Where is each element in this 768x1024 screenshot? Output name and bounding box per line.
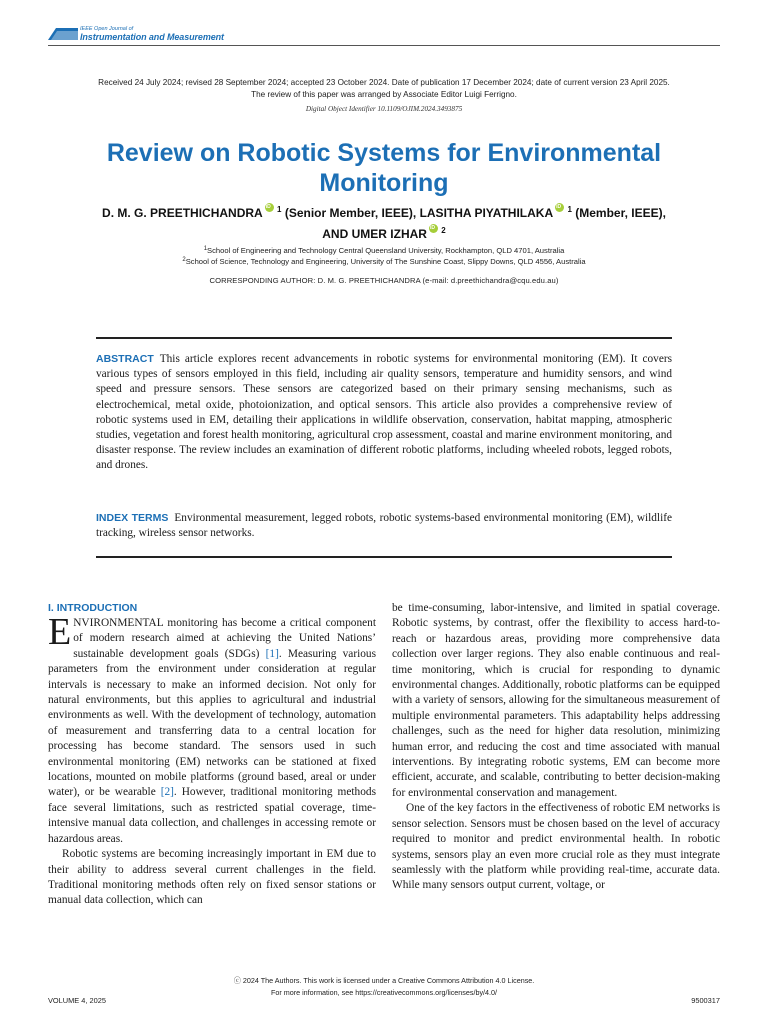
- right-column: [392, 601, 720, 894]
- cc-icon: ⓒ: [233, 976, 241, 985]
- abstract-bottom-rule: [96, 556, 672, 558]
- left-column: [48, 601, 376, 909]
- abstract-label: ABSTRACT: [96, 353, 154, 365]
- license-notice: [0, 976, 768, 986]
- doi: Digital Object Identifier 10.1109/OJIM.2024.3493875: [305, 105, 463, 113]
- volume-info: VOLUME 4, 2025: [48, 996, 106, 1005]
- author-name: D. M. G. PREETHICHANDRA: [102, 206, 263, 220]
- affiliation: [0, 257, 768, 266]
- paragraph-text: . However, traditional monitoring methods face several limitations, such as restricted spatial coverage, time-intensive manual data collection, and challenges in accessing remote or hazardous areas.: [48, 786, 376, 845]
- affiliation-text: School of Engineering and Technology Central Queensland University, Rockhampton, QLD 4701, Australia: [207, 246, 565, 255]
- index-terms: [96, 511, 672, 541]
- page-number: 9500317: [691, 996, 720, 1005]
- intro-paragraph: One of the key factors in the effectiveness of robotic EM networks is sensor selection. Sensors must be chosen based on the level of accuracy required to monitor and predict environmental health. In robotic systems, sensors play an even more crucial role as they must integrate seamlessly with the platform while providing real-time, accurate data. While many sensors output current, voltage, or: [392, 802, 720, 892]
- license-text: 2024 The Authors. This work is licensed under a Creative Commons Attribution 4.0 License.: [242, 976, 535, 985]
- citation-link[interactable]: [1]: [265, 647, 279, 660]
- author-affiliation-number: 2: [441, 226, 446, 235]
- orcid-icon[interactable]: [555, 203, 564, 212]
- author-affiliation-number: 1: [277, 205, 282, 214]
- affiliation-number: 1: [203, 246, 208, 252]
- journal-name-line2: Instrumentation and Measurement: [80, 32, 224, 42]
- corresponding-author: CORRESPONDING AUTHOR: D. M. G. PREETHICHANDRA (e-mail: d.preethichandra@cqu.edu.au): [209, 276, 559, 285]
- ieee-ims-logo-icon: [48, 28, 78, 40]
- journal-name-line1: IEEE Open Journal of: [80, 26, 134, 32]
- affiliation-number: 2: [182, 257, 186, 263]
- intro-paragraph: Robotic systems are becoming increasingly important in EM due to their ability to address several current challenges in the field. Traditional monitoring methods often rely on fixed sensor stations or manual data collection, which can: [48, 848, 376, 907]
- license-link[interactable]: For more information, see https://creativecommons.org/licenses/by/4.0/: [270, 988, 498, 997]
- abstract-top-rule: [96, 337, 672, 339]
- affiliation: [0, 246, 768, 255]
- drop-cap: E: [48, 611, 72, 653]
- header-divider: [48, 45, 720, 46]
- intro-paragraph: [48, 611, 377, 847]
- intro-paragraph: be time-consuming, labor-intensive, and limited in spatial coverage. Robotic systems, by contrast, offer the flexibility to access hard-to-reach or hazardous areas, providing more comprehensive data collection over larger regions. They also enable continuous and real-time monitoring, which is crucial for responding to dynamic environmental changes. Additionally, robotic platforms can be equipped with a variety of sensors, allowing for the simultaneous measurement of multiple environmental parameters. This adaptability helps addressing challenges, such as the need for higher data resolution, minimizing human error, and reducing the cost and time associated with manual interventions. By integrating robotic systems, EM can become more efficient, accurate, and scalable, contributing to better decision-making for environmental conservation and management.: [392, 602, 720, 799]
- paragraph-text: NVIRONMENTAL monitoring has become a critical component of modern research aimed at achieving the United Nations’ sustainable development goals (SDGs): [73, 617, 376, 660]
- orcid-icon[interactable]: [265, 203, 274, 212]
- author-name: UMER IZHAR: [351, 227, 427, 241]
- author-affiliation-number: 1: [567, 205, 572, 214]
- abstract-text: This article explores recent advancements in robotic systems for environmental monitoring (EM). It covers various types of sensors employed in this field, including air quality sensors, temperature and humidity sensors, and wind speed and pressure sensors. These sensors are categorized based on their primary sensing mechanisms, such as electrochemical, metal oxide, photoionization, and optical sensors. This article also provides a comprehensive review of robotic systems used in EM, detailing their applications in wildlife observation, conservation, habitat mapping, atmospheric studies, vegetation and forest health monitoring, agricultural crop assessment, coastal and marine environment monitoring, and disaster response. The review includes an examination of different robotic platforms, including wheeled robots, legged robots, and drones.: [96, 353, 672, 472]
- journal-header: [48, 26, 720, 46]
- citation-link[interactable]: [2]: [160, 786, 174, 799]
- publication-dates: Received 24 July 2024; revised 28 September 2024; accepted 23 October 2024. Date of publication 17 December 2024; date of current version 23 April 2025.: [98, 78, 670, 87]
- index-terms-label: INDEX TERMS: [96, 512, 169, 524]
- author-list: [60, 201, 708, 243]
- author-role: (Member, IEEE),: [575, 206, 666, 220]
- orcid-icon[interactable]: [429, 224, 438, 233]
- author-role: (Senior Member, IEEE),: [284, 206, 417, 220]
- author-name: LASITHA PIYATHILAKA: [419, 206, 554, 220]
- paragraph-text: . Measuring various parameters from the environment under consideration at regular intervals is necessary to make an informed decision. Not only for natural environments, but this applies to agricultural and industrial environments as well. With the development of technology, automation of measurement and transferring data to a central location for processing has become standard. The sensors used in such environmental monitoring (EM) networks can be stationed at fixed locations, mounted on mobile platforms (ground based, areal or under water), or be wearable: [48, 647, 377, 799]
- author-conjunction: AND: [322, 227, 349, 241]
- paper-title: Review on Robotic Systems for Environmental Monitoring: [106, 139, 662, 197]
- editor-note: The review of this paper was arranged by Associate Editor Luigi Ferrigno.: [251, 90, 517, 99]
- index-terms-text: Environmental measurement, legged robots, robotic systems-based environmental monitoring (EM), wildlife tracking, wireless sensor networks.: [96, 512, 672, 540]
- section-heading: I. INTRODUCTION: [48, 602, 138, 614]
- abstract: [96, 352, 672, 474]
- affiliation-text: School of Science, Technology and Engineering, University of The Sunshine Coast, Slippy Downs, QLD 4556, Australia: [185, 257, 586, 266]
